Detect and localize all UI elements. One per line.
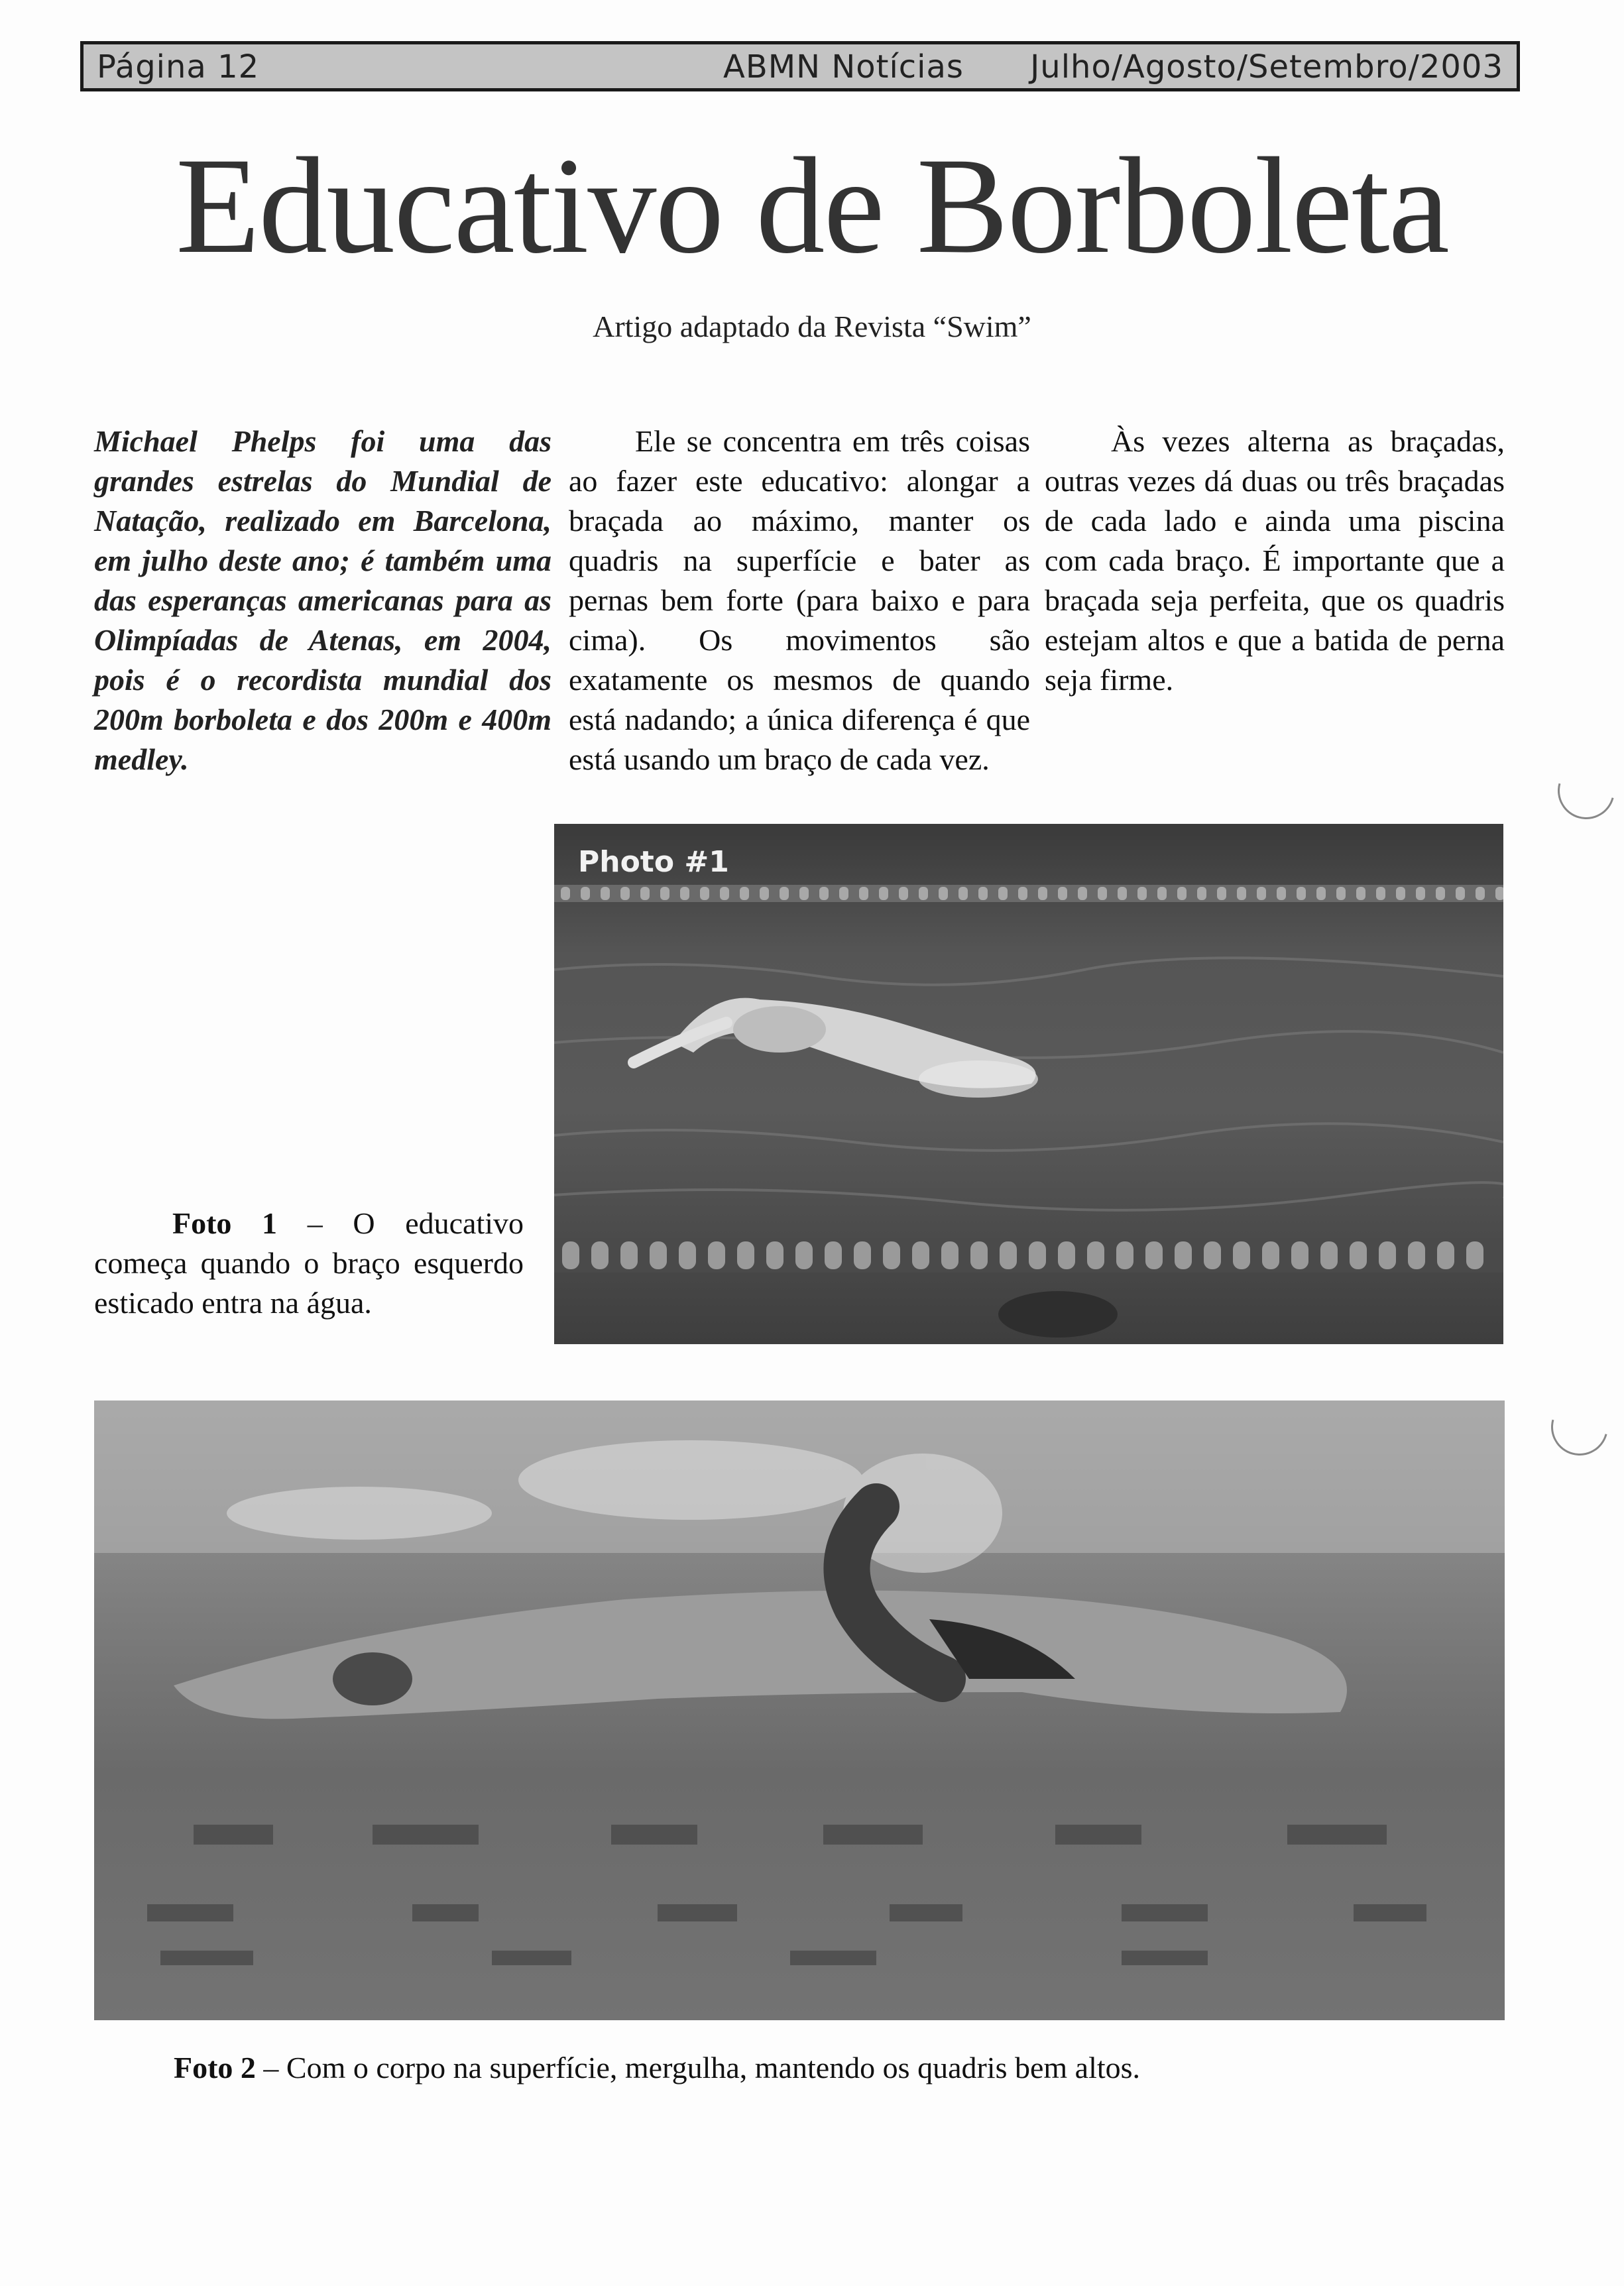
swimmer-shadow bbox=[998, 1291, 1118, 1338]
photo-2-underwater-swimmer bbox=[94, 1400, 1505, 2020]
punch-hole bbox=[1547, 752, 1624, 829]
caption-label: Foto 1 bbox=[172, 1206, 278, 1240]
punch-hole bbox=[1540, 1388, 1618, 1465]
lane-rope-bottom bbox=[554, 1238, 1503, 1273]
publication-name: ABMN Notícias bbox=[723, 48, 964, 86]
lane-rope-top bbox=[554, 885, 1503, 902]
caption-text: – O educativo começa quando o braço esquerdo esticado entra na água. bbox=[94, 1206, 524, 1320]
article-column-right bbox=[1045, 422, 1505, 700]
lane-markers bbox=[147, 1825, 1426, 1965]
caption-label: Foto 2 bbox=[174, 2051, 256, 2085]
page-header bbox=[80, 41, 1520, 91]
issue-date: Julho/Agosto/Setembro/2003 bbox=[1030, 48, 1503, 86]
article-subtitle: Artigo adaptado da Revista “Swim” bbox=[593, 310, 1031, 343]
photo-1-swimmer bbox=[554, 824, 1503, 1344]
article-paragraph: Ele se concentra em três coisas ao fazer este educativo: alongar a braçada ao máximo, manter os quadris na superfície e bater as pernas bem forte (para baixo e para cima). Os movimentos são exatamente os mesmos de quando está nadando; a única diferença é que está usando um braço de cada vez. bbox=[569, 424, 1030, 776]
swimmer-figure bbox=[634, 998, 1038, 1098]
photo-1-label: Photo #1 bbox=[578, 845, 729, 879]
article-lead: Michael Phelps foi uma das grandes estrelas do Mundial de Natação, realizado em Barcelona, em julho deste ano; é também uma das esperanças americanas para as Olimpíadas de Atenas, em 2004, pois é o recordista mundial dos 200m borboleta e dos 200m e 400m medley. bbox=[94, 424, 551, 776]
article-title: Educativo de Borboleta bbox=[176, 129, 1448, 282]
article-column-middle bbox=[569, 422, 1030, 779]
caption-text: – Com o corpo na superfície, mergulha, mantendo os quadris bem altos. bbox=[255, 2051, 1141, 2085]
page-number: Página 12 bbox=[97, 48, 260, 86]
photo-2-caption bbox=[174, 2048, 1140, 2088]
photo-1-caption bbox=[94, 1204, 524, 1323]
article-paragraph: Às vezes alterna as braçadas, outras vezes dá duas ou três braçadas de cada lado e ainda uma piscina com cada braço. É importante que a braçada seja perfeita, que os quadris estejam altos e que a batida de perna seja firme. bbox=[1045, 424, 1505, 697]
